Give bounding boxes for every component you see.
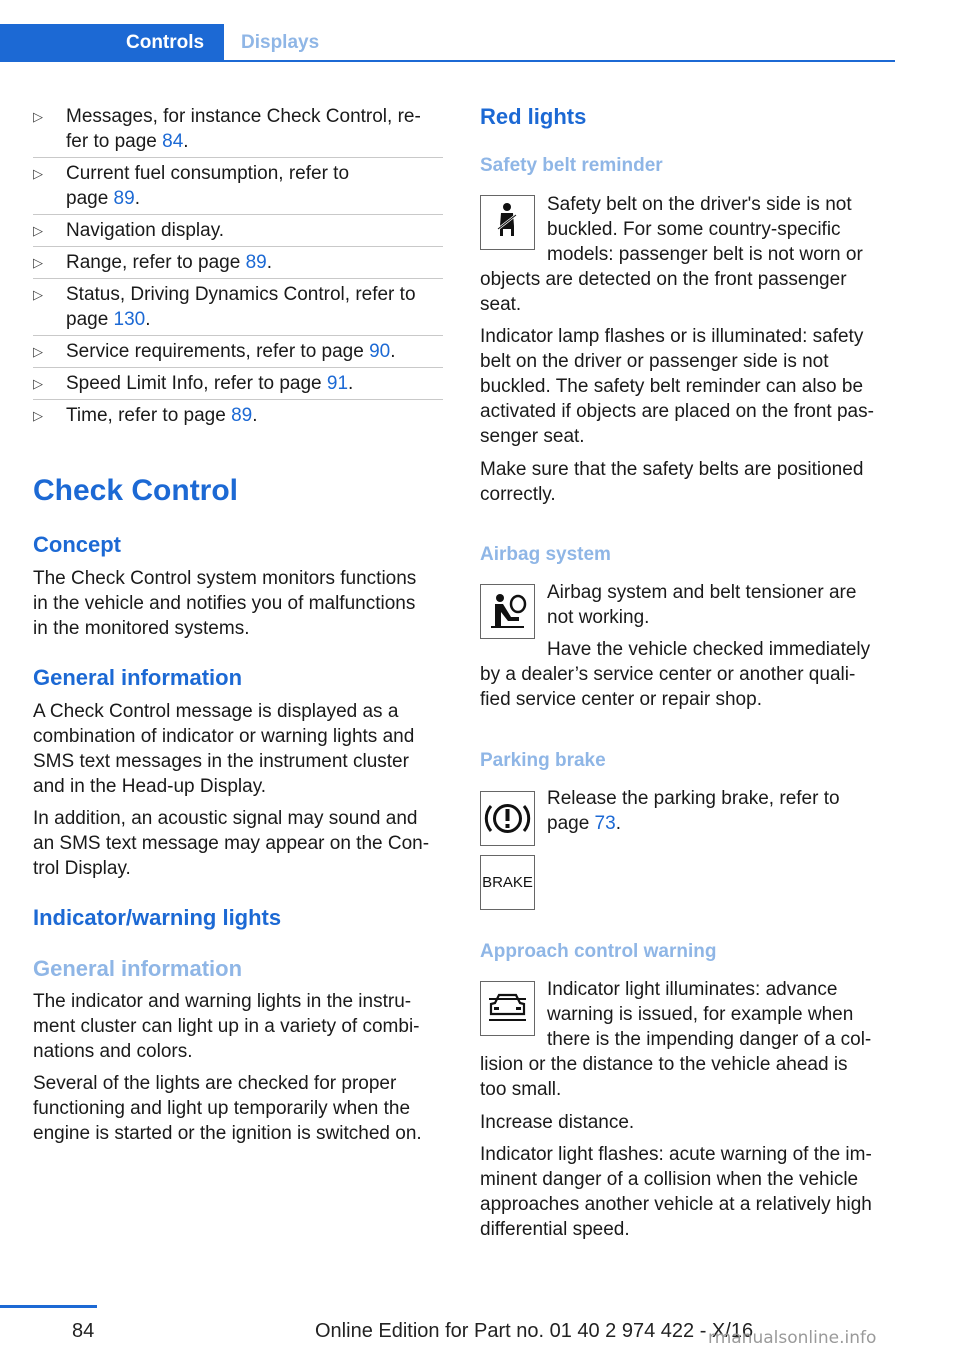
text-line: correctly. — [480, 484, 556, 505]
subsection-heading: Approach control warning — [480, 941, 717, 962]
divider — [33, 157, 443, 158]
text-line: SMS text messages in the instrument cluster — [33, 751, 409, 772]
belt-paragraph-cont — [480, 267, 895, 317]
section-title: Check Control — [33, 474, 239, 507]
triangle-bullet-icon: ▷ — [33, 255, 43, 270]
triangle-bullet-icon: ▷ — [33, 408, 43, 423]
text-line: ment cluster can light up in a variety of combi‐ — [33, 1016, 420, 1037]
punctuation: . — [134, 188, 140, 209]
text-line: there is the impending danger of a col‐ — [547, 1029, 872, 1050]
text-line: Several of the lights are checked for proper — [33, 1073, 397, 1094]
page-link[interactable]: 91 — [326, 373, 349, 394]
triangle-bullet-icon: ▷ — [33, 109, 43, 124]
list-item-text: Range, refer to page — [66, 252, 246, 273]
parking-brake-icon — [480, 791, 535, 846]
general-paragraph-2 — [33, 806, 448, 881]
text-line: differential speed. — [480, 1219, 630, 1240]
airbag-paragraph-2 — [547, 637, 897, 662]
list-item-text: Time, refer to page — [66, 405, 232, 426]
indicator-paragraph — [33, 989, 448, 1064]
subsection-heading: Concept — [33, 532, 121, 557]
page-link[interactable]: 90 — [369, 341, 391, 362]
divider — [33, 214, 443, 215]
watermark: rmanualsonline.info — [708, 1328, 877, 1348]
chapter-header — [0, 24, 895, 62]
text-line: functioning and light up temporarily when the — [33, 1098, 411, 1119]
text-line: Have the vehicle checked immediately — [547, 639, 871, 660]
divider — [33, 399, 443, 400]
text-line: Airbag system and belt tensioner are — [547, 582, 857, 603]
subsection-heading: Parking brake — [480, 750, 606, 771]
page-link[interactable]: 89 — [231, 405, 253, 426]
indicator-paragraph-2 — [33, 1071, 448, 1146]
airbag-warning-icon — [480, 584, 535, 639]
belt-paragraph-wrap — [547, 192, 897, 267]
belt-paragraph-3 — [480, 457, 895, 507]
general-paragraph — [33, 699, 448, 799]
list-item-text: Current fuel consumption, refer to — [66, 163, 350, 184]
belt-paragraph-2 — [480, 324, 895, 449]
footer-rule — [0, 1305, 97, 1308]
punctuation: . — [183, 131, 189, 152]
sub-subsection-heading: General information — [33, 956, 243, 981]
parking-paragraph — [547, 786, 897, 836]
tab-controls[interactable]: Controls — [0, 24, 224, 62]
text-line: an SMS text message may appear on the Con‐ — [33, 833, 430, 854]
approach-paragraph-3 — [480, 1142, 895, 1242]
text-line: fied service center or repair shop. — [480, 689, 762, 710]
text-line: activated if objects are placed on the front pas‐ — [480, 401, 874, 422]
text-line: engine is started or the ignition is switched on. — [33, 1123, 422, 1144]
text-line: Indicator lamp flashes or is illuminated: safety — [480, 326, 864, 347]
subsection-heading: Indicator/warning lights — [33, 905, 282, 930]
punctuation: . — [390, 341, 396, 362]
page-link[interactable]: 130 — [113, 309, 146, 330]
tab-displays[interactable]: Displays — [241, 32, 320, 53]
airbag-paragraph-2-cont — [480, 662, 895, 712]
edition-text: Online Edition for Part no. 01 40 2 974 422 - X/16 — [315, 1320, 754, 1342]
divider — [33, 246, 443, 247]
text-line: Indicator light flashes: acute warning of the im‐ — [480, 1144, 872, 1165]
text-line: in the monitored systems. — [33, 618, 250, 639]
text-line: and in the Head-up Display. — [33, 776, 267, 797]
text-line: combination of indicator or warning lights and — [33, 726, 415, 747]
list-item-text: Messages, for instance Check Control, re‐ — [66, 106, 421, 127]
text-line: Safety belt on the driver's side is not — [547, 194, 852, 215]
page-link[interactable]: 89 — [113, 188, 135, 209]
text-line: page — [547, 813, 595, 834]
page-number: 84 — [72, 1320, 95, 1342]
text-line: by a dealer’s service center or another quali‐ — [480, 664, 856, 685]
list-item-text: Speed Limit Info, refer to page — [66, 373, 327, 394]
text-line: In addition, an acoustic signal may sound and — [33, 808, 418, 829]
page-link[interactable]: 73 — [594, 813, 616, 834]
divider — [33, 278, 443, 279]
page-link[interactable]: 89 — [245, 252, 267, 273]
brake-icon: BRAKE — [480, 855, 535, 910]
list-item-text: Navigation display. — [66, 220, 225, 241]
section-heading: Red lights — [480, 104, 587, 129]
text-line: Indicator light illuminates: advance — [547, 979, 838, 1000]
list-item-text: page — [66, 309, 114, 330]
airbag-paragraph — [547, 580, 897, 630]
text-line: nations and colors. — [33, 1041, 193, 1062]
text-line: buckled. The safety belt reminder can also be — [480, 376, 864, 397]
page-link[interactable]: 84 — [162, 131, 184, 152]
punctuation: . — [145, 309, 151, 330]
approach-paragraph — [547, 977, 897, 1052]
concept-paragraph — [33, 566, 448, 641]
approach-control-icon — [480, 981, 535, 1036]
triangle-bullet-icon: ▷ — [33, 344, 43, 359]
triangle-bullet-icon: ▷ — [33, 223, 43, 238]
triangle-bullet-icon: ▷ — [33, 376, 43, 391]
punctuation: . — [266, 252, 272, 273]
text-line: in the vehicle and notifies you of malfunctions — [33, 593, 416, 614]
text-line: The Check Control system monitors functions — [33, 568, 417, 589]
seatbelt-warning-icon — [480, 195, 535, 250]
list-item-text: page — [66, 188, 114, 209]
text-line: too small. — [480, 1079, 562, 1100]
text-line: senger seat. — [480, 426, 585, 447]
approach-paragraph-2: Increase distance. — [480, 1112, 635, 1133]
list-item-text: Status, Driving Dynamics Control, refer to — [66, 284, 416, 305]
punctuation: . — [615, 813, 621, 834]
divider — [33, 335, 443, 336]
text-line: objects are detected on the front passenger — [480, 269, 847, 290]
text-line: trol Display. — [33, 858, 131, 879]
list-item-text: Service requirements, refer to page — [66, 341, 370, 362]
text-line: A Check Control message is displayed as a — [33, 701, 399, 722]
text-line: models: passenger belt is not worn or — [547, 244, 863, 265]
text-line: approaches another vehicle at a relatively high — [480, 1194, 872, 1215]
subsection-heading: Safety belt reminder — [480, 155, 663, 176]
text-line: not working. — [547, 607, 650, 628]
subsection-heading: General information — [33, 665, 243, 690]
text-line: Make sure that the safety belts are positioned — [480, 459, 864, 480]
text-line: The indicator and warning lights in the instru‐ — [33, 991, 412, 1012]
text-line: minent danger of a collision when the vehicle — [480, 1169, 859, 1190]
text-line: belt on the driver or passenger side is not — [480, 351, 829, 372]
text-line: buckled. For some country-specific — [547, 219, 841, 240]
text-line: warning is issued, for example when — [547, 1004, 854, 1025]
text-line: Release the parking brake, refer to — [547, 788, 840, 809]
divider — [33, 367, 443, 368]
text-line: lision or the distance to the vehicle ahead is — [480, 1054, 848, 1075]
text-line: seat. — [480, 294, 522, 315]
subsection-heading: Airbag system — [480, 544, 611, 565]
list-item-text: fer to page — [66, 131, 163, 152]
triangle-bullet-icon: ▷ — [33, 287, 43, 302]
triangle-bullet-icon: ▷ — [33, 166, 43, 181]
punctuation: . — [252, 405, 258, 426]
approach-paragraph-cont — [480, 1052, 895, 1102]
punctuation: . — [348, 373, 354, 394]
